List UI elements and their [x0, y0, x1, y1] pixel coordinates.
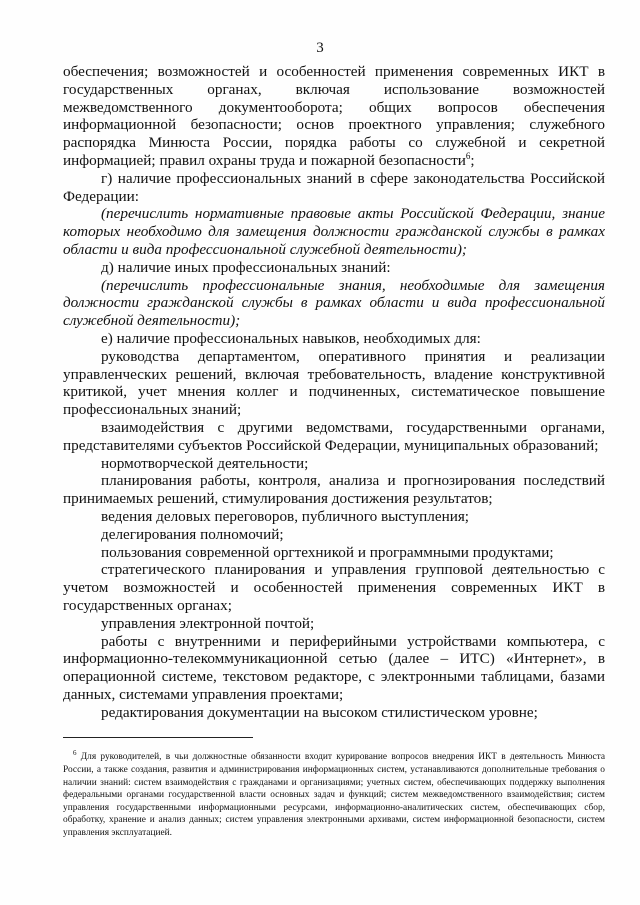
footnote-marker: 6	[73, 749, 77, 758]
skill-strategic-planning: стратегического планирования и управления групповой деятельностью с учетом возможностей и особенностей применения современных ИКТ в государственных органах;	[63, 561, 605, 614]
item-d-other-knowledge: д) наличие иных профессиональных знаний:	[101, 258, 391, 276]
instruction-list-professional-knowledge: (перечислить профессиональные знания, необходимые для замещения должности гражданской службы в рамках области и вида профессиональной служебной деятельности);	[63, 276, 605, 330]
skill-delegation: делегирования полномочий;	[101, 525, 284, 543]
skill-computer-devices: работы с внутренними и периферийными устройствами компьютера, с информационно-телекоммуникационной сетью (далее – ИТС) «Интернет», в операционной системе, текстовом редакторе, с электронными таблицами, базами данных, системами управления проектами;	[63, 632, 605, 703]
skill-interaction: взаимодействия с другими ведомствами, государственными органами, представителями субъектов Российской Федерации, муниципальных образований;	[63, 418, 605, 454]
skill-department-management: руководства департаментом, оперативного принятия и реализации управленческих решений, включая требовательность, владение конструктивной критикой, учет мнения коллег и подчиненных, систематическое повышение профессиональных знаний;	[63, 347, 605, 419]
item-g-legislation-knowledge: г) наличие профессиональных знаний в сфере законодательства Российской Федерации:	[63, 169, 605, 205]
document-body	[63, 63, 605, 721]
skill-email: управления электронной почтой;	[101, 614, 315, 632]
footnote	[63, 751, 605, 839]
instruction-list-legal-acts: (перечислить нормативные правовые акты Российской Федерации, знание которых необходимо для замещения должности гражданской службы в рамках области и вида профессиональной служебной деятельности);	[63, 205, 605, 258]
page-number: 3	[316, 40, 324, 56]
skill-rulemaking: нормотворческой деятельности;	[101, 454, 309, 472]
skill-editing: редактирования документации на высоком стилистическом уровне;	[101, 703, 538, 721]
skill-planning: планирования работы, контроля, анализа и прогнозирования последствий принимаемых решений, стимулирования достижения результатов;	[63, 472, 605, 508]
skill-office-equipment: пользования современной оргтехникой и программными продуктами;	[101, 543, 554, 561]
item-e-professional-skills: е) наличие профессиональных навыков, необходимых для:	[101, 329, 481, 347]
footnote-separator	[63, 737, 253, 738]
footnote-reference: 6	[465, 150, 471, 161]
footnote-text: Для руководителей, в чьи должностные обязанности входит курирование вопросов внедрения ИКТ в деятельность Минюста России, а также создания, развития и администрирования информационных систем, устанавливаются дополнительные требования о наличии знаний: систем взаимодействия с гражданами и организациями; учетных систем, обеспечивающих поддержку выполнения федеральными органами государственной власти основных задач и функций; систем межведомственного взаимодействия; систем управления государственными информационными ресурсами, информационно-аналитических систем, обеспечивающих сбор, обработку, хранение и анализ данных; систем управления электронными архивами, систем информационной безопасности, систем управления эксплуатацией.	[63, 752, 606, 838]
skill-negotiation: ведения деловых переговоров, публичного выступления;	[101, 507, 470, 525]
paragraph-knowledge-list: обеспечения; возможностей и особенностей применения современных ИКТ в государственных органах, включая использование возможностей межведомственного документооборота; общих вопросов обеспечения информационной безопасности; основ проектного управления; служебного распорядка Минюста России, порядка работы со служебной и секретной информацией; правил охраны труда и пожарной безопасности$^6$;	[63, 63, 605, 169]
